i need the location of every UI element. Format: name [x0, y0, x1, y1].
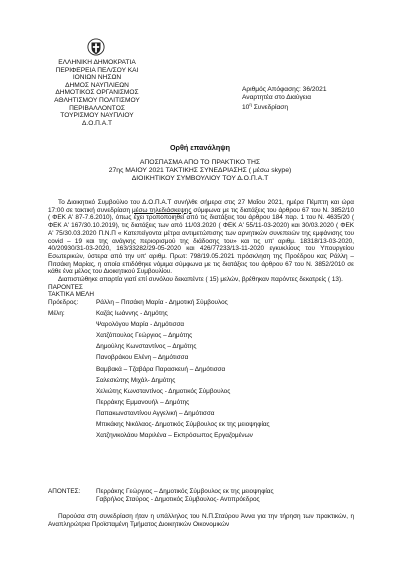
member-name: Χατζόπουλος Γεώργιος – Δημότης — [96, 332, 193, 340]
member-name: Χελιώτης Κωνσταντίνος - Δημοτικός Σύμβουλος — [96, 387, 231, 395]
member-name: Πανοβράκου Ελένη – Δημότισσα — [96, 354, 189, 362]
document-title — [0, 159, 400, 182]
quorum-paragraph: Διαπιστώθηκε απαρτία γιατί επί συνόλου δεκαπέντε ( 15) μελών, βρέθηκαν παρόντες δεκατρείς ( 13). — [58, 276, 343, 284]
member-row — [48, 319, 270, 330]
paragraph-text: σύμφωνα με τις διατάξεις του άρθρου 67 του Ν. 3852/10 ( ΦΕΚ Α' 87-7.6.2010), όπως έχει τροποποιηθεί από τις διατάξεις του άρθρου 184 παρ. 1 του Ν. 4635/20 ( ΦΕΚ Α' 167/30.10.2019), τις διατάξεις των από 11/03.2020 ( ΦΕΚ Α' 55/11-03-2020) και 30/03.2020 ( ΦΕΚ Α' 75/30.03.2020 Π.Ν.Π « Κατεπείγοντα μέτρα αντιμετώπισης των αρνητικών συνεπειών της εμφάνισης του covid – 19 και της ανάγκης περιορισμού της διάδοσης του» και τις υπ' αριθμ. 18318/13-03-2020, 40/20930/31-03-2020, 163/33282/29-05-2020 και 426/77233/13-11-2020 εγκυκλίους του Υπουργείου Εσωτερικών, ύστερα από την υπ' αριθμ. Πρωτ: 798/19.05.2021 πρόσκληση της Προέδρου κας Ράλλη – Πιτσάκη Μαρίας, η οποία επιδόθηκε νόμιμα σύμφωνα με τις διατάξεις του άρθρου 67 του Ν. 3852/2010 σε κάθε ένα μέλος του Διοικητικού Συμβουλίου. — [48, 206, 354, 276]
session-num: 10 — [242, 104, 250, 112]
session-number — [242, 101, 327, 112]
paragraph-text: Το Διοικητικό Συμβούλιο του Δ.Ο.Π.Α.Τ συνήλθε σήμερα στις 27 Μαΐου 2021, ημέρα Πέμπτη και ώρα 17:00 σε τακτική συνεδρίαση — [48, 199, 354, 214]
member-row — [48, 419, 270, 430]
present-heading: ΠΑΡΟΝΤΕΣ — [48, 283, 83, 291]
member-row — [48, 330, 270, 341]
absent-name: Γαβρήλος Σταύρος - Δημοτικός Σύμβουλος- Αντιπρόεδρος — [96, 496, 260, 504]
regular-members-heading: ΤΑΚΤΙΚΑ ΜΕΛΗ — [48, 291, 95, 299]
title-line: 27ης ΜΑΙΟΥ 2021 ΤΑΚΤΙΚΗΣ ΣΥΝΕΔΡΙΑΣΗΣ ( μέσω skype) — [108, 166, 292, 174]
absent-label: ΑΠΟΝΤΕΣ: — [48, 488, 81, 495]
member-row — [48, 397, 270, 408]
session-rest: Συνεδρίαση — [251, 104, 289, 112]
president-name: Ράλλη – Πιτσάκη Μαρία - Δημοτική Σύμβουλος — [96, 299, 228, 306]
member-row — [48, 352, 270, 363]
decision-number: Αριθμός Απόφασης: 36/2021 — [242, 86, 327, 93]
member-row — [48, 341, 270, 352]
secretary-paragraph: Παρούσα στη συνεδρίαση ήταν η υπάλληλος του Ν.Π.Σταύρου Άννα για την τήρηση των πρακτικών, η Αναπληρώτρια Προϊσταμένη Τμήματος Διοικητικών Οικονομικών — [48, 513, 354, 528]
absent-name: Περράκης Γεώργιος – Δημοτικός Σύμβουλος εκ της μειοψηφίας — [96, 488, 274, 495]
member-row — [48, 308, 270, 319]
member-name: Ψαρολόγου Μαρία - Δημότισσα — [96, 321, 185, 329]
greek-state-emblem-icon — [87, 38, 105, 56]
member-name: Μπικάκης Νικόλαος- Δημοτικός Σύμβουλος εκ της μειοψηφίας — [96, 421, 270, 429]
header-line: Δ.Ο.Π.Α.Τ — [81, 119, 113, 127]
header-line: ΕΛΛΗΝΙΚΗ ΔΗΜΟΚΡΑΤΙΑ — [58, 59, 136, 66]
title-line: ΑΠΟΣΠΑΣΜΑ ΑΠΟ ΤΟ ΠΡΑΚΤΙΚΟ ΤΗΣ — [139, 159, 261, 166]
issuer-header — [48, 59, 146, 127]
header-line: ΠΕΡΙΒΑΛΛΟΝΤΟΣ — [69, 104, 125, 112]
member-name: Χατζηνικολάου Μαριλένα – Εκπρόσωπος Εργαζομένων — [96, 432, 253, 440]
underlined-text: μέσω τηλεδιάσκεψης — [132, 206, 192, 214]
member-name: Δημούλης Κωνσταντίνος – Δημότης — [96, 343, 197, 351]
member-row — [48, 408, 270, 419]
absent-list — [48, 488, 274, 505]
member-name: Καζάς Ιωάννης - Δημότης — [96, 310, 168, 318]
header-line: ΔΗΜΟΣ ΝΑΥΠΛΙΕΩΝ — [65, 81, 129, 89]
member-name: Παπακωνσταντίνου Αγγελική – Δημότισσα — [96, 409, 215, 417]
members-label: Μέλη: — [48, 310, 65, 318]
member-row — [48, 386, 270, 397]
title-line: ΔΙΟΙΚΗΤΙΚΟΥ ΣΥΜΒΟΥΛΙΟΥ ΤΟΥ Δ.Ο.Π.Α.Τ — [131, 174, 269, 182]
header-line: ΔΗΜΟΤΙΚΟΣ ΟΡΓΑΝΙΣΜΟΣ — [55, 89, 139, 97]
convening-paragraph — [48, 199, 354, 276]
session-sup: η — [249, 102, 252, 108]
diavgeia-note: Αναρτητέα στο Διαύγεια — [242, 93, 312, 101]
decision-reference — [242, 86, 327, 112]
member-name: Περράκης Εμμανουήλ – Δημότης — [96, 398, 190, 406]
header-line: ΠΕΡΙΦΕΡΕΙΑ ΠΕΛ/ΣΟΥ ΚΑΙ — [55, 66, 139, 74]
member-row — [48, 364, 270, 375]
minutes-body — [48, 199, 354, 299]
header-line: ΙΟΝΙΩΝ ΝΗΣΩΝ — [72, 74, 122, 82]
member-row — [48, 430, 270, 441]
absent-row — [48, 496, 274, 504]
header-line: ΤΟΥΡΙΣΜΟΥ ΝΑΥΠΛΙΟΥ — [60, 112, 134, 120]
member-row — [48, 375, 270, 386]
members-list — [48, 297, 270, 441]
member-name: Βαμβακά – Τζαβάρα Παρασκευή – Δημότισσα — [96, 365, 226, 373]
correction-notice: Ορθή επανάληψη — [169, 143, 231, 152]
header-line: ΑΘΛΗΤΙΣΜΟΥ ΠΟΛΙΤΙΣΜΟΥ — [54, 96, 140, 104]
member-name: Σαλεσιώτης Μιχάλ- Δημότης — [96, 376, 176, 384]
president-row — [48, 297, 270, 308]
president-label: Πρόεδρος: — [48, 299, 79, 306]
